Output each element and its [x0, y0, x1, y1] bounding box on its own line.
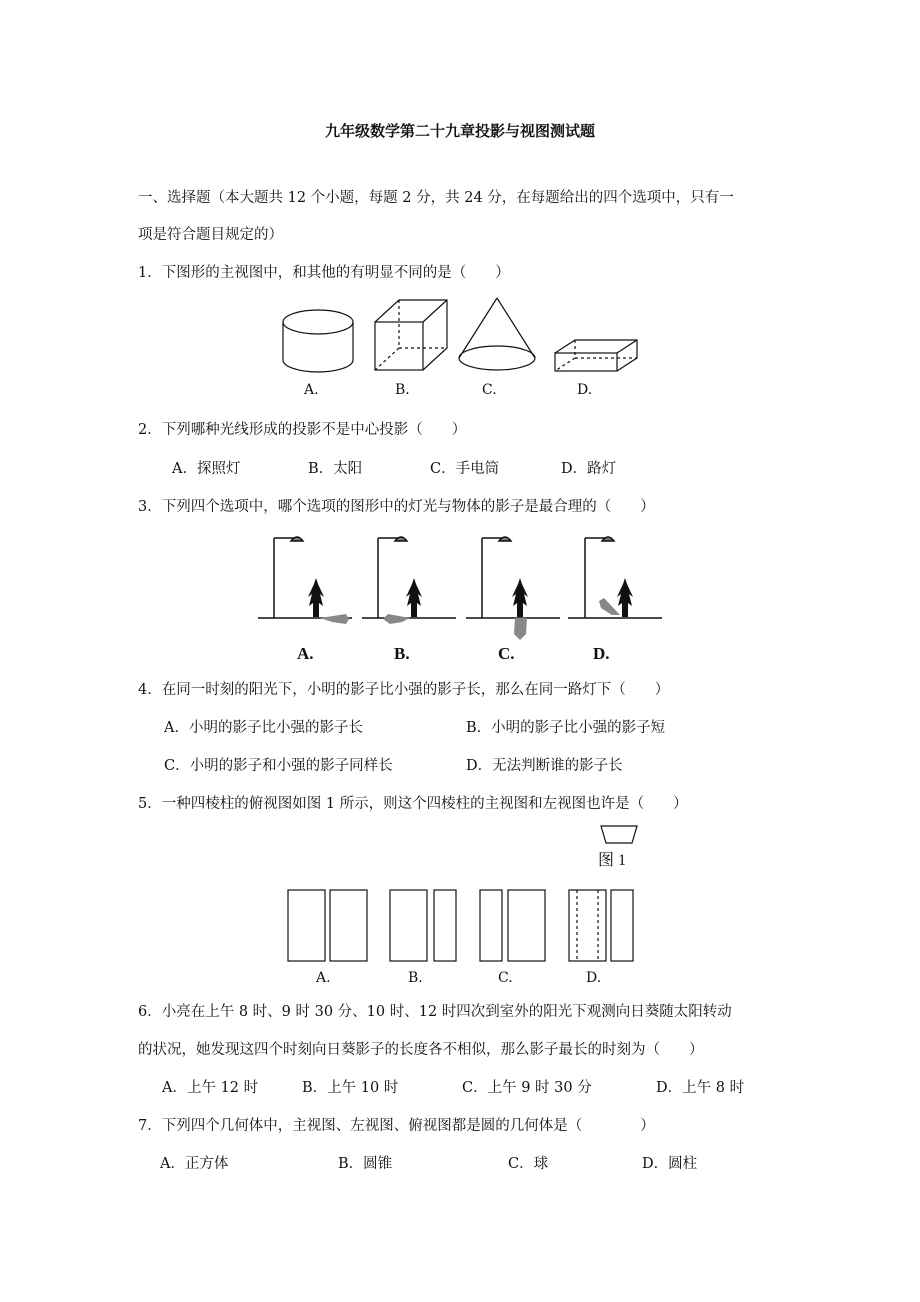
q7-option-c: C．球: [508, 1156, 549, 1172]
q6-option-d: D．上午 8 时: [656, 1080, 745, 1096]
q6-option-a: A．上午 12 时: [162, 1080, 259, 1096]
q7-option-b: B．圆锥: [338, 1156, 393, 1172]
q3-label-d: D.: [593, 644, 610, 663]
q1-label-d: D.: [577, 382, 593, 398]
q6-stem-line2: 的状况，她发现这四个时刻向日葵影子的长度各不相似，那么影子最长的时刻为（ ）: [138, 1042, 704, 1058]
section-intro-line2: 项是符合题目规定的）: [138, 227, 283, 243]
q5-stem: 5．一种四棱柱的俯视图如图 1 所示，则这个四棱柱的主视图和左视图也许是（ ）: [138, 796, 688, 812]
q4-option-a: A．小明的影子比小强的影子长: [164, 720, 363, 736]
q2-option-c: C．手电筒: [430, 461, 500, 477]
q7-option-d: D．圆柱: [642, 1156, 698, 1172]
q2-option-b: B．太阳: [308, 461, 363, 477]
q2-stem: 2．下列哪种光线形成的投影不是中心投影（ ）: [138, 422, 467, 438]
q1-label-a: A.: [304, 382, 319, 398]
q2-option-d: D．路灯: [561, 461, 617, 477]
q6-option-b: B．上午 10 时: [302, 1080, 399, 1096]
q3-stem: 3．下列四个选项中，哪个选项的图形中的灯光与物体的影子是最合理的（ ）: [138, 499, 655, 515]
q3-label-a: A.: [297, 644, 314, 663]
q3-label-c: C.: [498, 644, 515, 663]
q4-option-b: B．小明的影子比小强的影子短: [466, 720, 666, 736]
fig1-caption: 图 1: [598, 852, 627, 869]
page-title: 九年级数学第二十九章投影与视图测试题: [324, 122, 595, 140]
section-intro-line1: 一、选择题（本大题共 12 个小题，每题 2 分，共 24 分，在每题给出的四个选项中，只有一: [138, 190, 734, 206]
q3-label-b: B.: [394, 644, 410, 663]
q1-label-c: C.: [482, 382, 497, 398]
q7-stem: 7．下列四个几何体中，主视图、左视图、俯视图都是圆的几何体是（ ）: [138, 1118, 655, 1134]
q6-stem-line1: 6．小亮在上午 8 时、9 时 30 分、10 时、12 时四次到室外的阳光下观测向日葵随太阳转动: [138, 1004, 732, 1020]
q4-option-c: C．小明的影子和小强的影子同样长: [164, 758, 393, 774]
q4-option-d: D．无法判断谁的影子长: [466, 758, 623, 774]
q1-stem: 1．下图形的主视图中，和其他的有明显不同的是（ ）: [138, 265, 510, 281]
q5-label-d: D.: [586, 970, 602, 986]
q4-stem: 4．在同一时刻的阳光下，小明的影子比小强的影子长，那么在同一路灯下（ ）: [138, 682, 670, 698]
q6-option-c: C．上午 9 时 30 分: [462, 1080, 592, 1096]
q5-label-c: C.: [498, 970, 513, 986]
q2-option-a: A．探照灯: [172, 461, 241, 477]
q5-label-a: A.: [316, 970, 331, 986]
q1-label-b: B.: [395, 382, 410, 398]
q5-label-b: B.: [408, 970, 423, 986]
q7-option-a: A．正方体: [160, 1156, 229, 1172]
